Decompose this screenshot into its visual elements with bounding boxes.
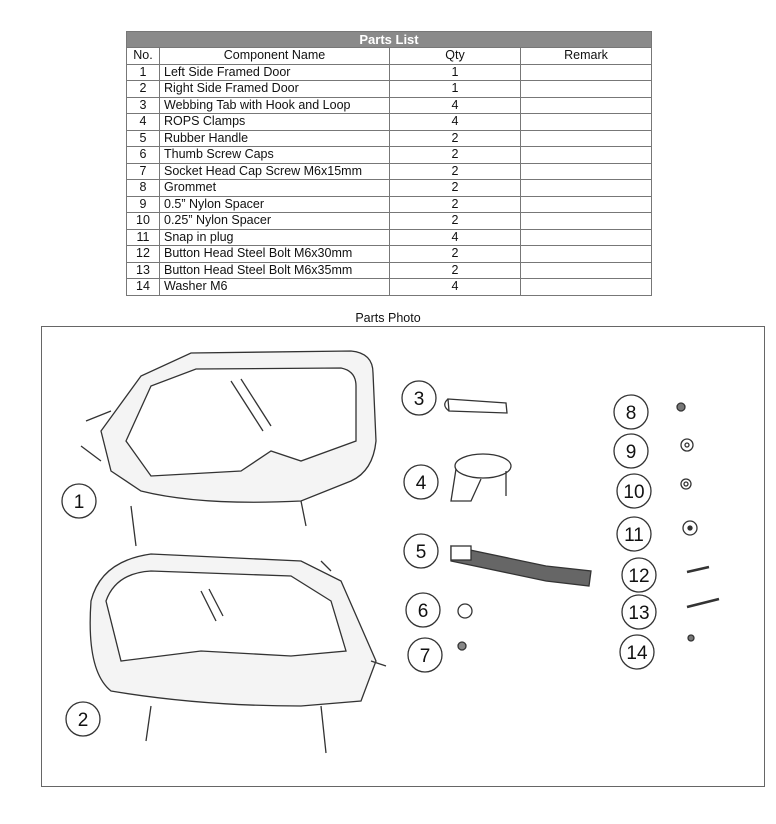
row-component-name: 0.25” Nylon Spacer [160,213,390,230]
row-qty: 2 [390,130,521,147]
rops-clamp-drawing [451,454,511,501]
row-remark [521,213,652,230]
callout-9 [614,434,648,468]
row-component-name: Socket Head Cap Screw M6x15mm [160,163,390,180]
row-remark [521,279,652,296]
callout-8 [614,395,648,429]
row-qty: 2 [390,196,521,213]
table-row [127,130,652,147]
callout-14 [620,635,654,669]
row-component-name: ROPS Clamps [160,114,390,131]
row-no: 14 [127,279,160,296]
header-no: No. [127,48,160,65]
callout-number: 1 [73,492,85,513]
table-row [127,64,652,81]
callout-4 [404,465,438,499]
row-no: 4 [127,114,160,131]
row-no: 13 [127,262,160,279]
callout-12 [622,558,656,592]
row-no: 9 [127,196,160,213]
callout-1 [62,484,96,518]
grommet-drawing [677,403,685,411]
callout-number: 3 [413,389,425,410]
callout-number: 4 [415,473,427,494]
row-qty: 2 [390,246,521,263]
table-row [127,196,652,213]
row-remark [521,229,652,246]
row-no: 8 [127,180,160,197]
header-remark: Remark [521,48,652,65]
row-qty: 2 [390,180,521,197]
parts-list-table [126,31,652,296]
row-component-name: Rubber Handle [160,130,390,147]
row-component-name: Grommet [160,180,390,197]
callout-number: 10 [623,482,645,503]
row-qty: 4 [390,279,521,296]
callout-number: 14 [626,643,648,664]
row-remark [521,97,652,114]
callout-7 [408,638,442,672]
callout-number: 9 [625,442,637,463]
row-remark [521,114,652,131]
row-no: 6 [127,147,160,164]
row-no: 11 [127,229,160,246]
callout-11 [617,517,651,551]
table-row [127,229,652,246]
bolt-30-drawing [687,567,709,572]
table-row [127,163,652,180]
row-component-name: Button Head Steel Bolt M6x30mm [160,246,390,263]
row-remark [521,180,652,197]
row-component-name: Webbing Tab with Hook and Loop [160,97,390,114]
callout-2 [66,702,100,736]
nylon-spacer-05-drawing [681,439,693,451]
parts-list-title: Parts List [127,32,652,48]
row-component-name: Button Head Steel Bolt M6x35mm [160,262,390,279]
row-qty: 2 [390,147,521,164]
callout-number: 11 [624,525,644,546]
row-no: 2 [127,81,160,98]
row-qty: 1 [390,64,521,81]
table-row [127,81,652,98]
rubber-handle-drawing [451,546,591,586]
callout-13 [622,595,656,629]
callout-number: 6 [417,601,429,622]
callout-number: 12 [628,566,650,587]
callout-number: 7 [419,646,431,667]
row-remark [521,130,652,147]
row-component-name: Right Side Framed Door [160,81,390,98]
right-door-drawing [90,554,386,753]
row-qty: 2 [390,213,521,230]
callout-number: 5 [415,542,427,563]
snap-plug-drawing [683,521,697,535]
socket-screw-drawing [458,642,466,650]
callout-6 [406,593,440,627]
row-qty: 2 [390,262,521,279]
row-component-name: Thumb Screw Caps [160,147,390,164]
row-remark [521,147,652,164]
parts-photo [41,326,765,787]
row-no: 10 [127,213,160,230]
row-no: 5 [127,130,160,147]
row-qty: 4 [390,114,521,131]
row-no: 1 [127,64,160,81]
left-door-drawing [81,351,376,546]
callout-number: 8 [625,403,637,424]
row-no: 3 [127,97,160,114]
row-component-name: Snap in plug [160,229,390,246]
row-no: 12 [127,246,160,263]
row-remark [521,196,652,213]
callout-number: 13 [628,603,650,624]
nylon-spacer-025-drawing [681,479,691,489]
table-row [127,246,652,263]
washer-drawing [688,635,694,641]
header-name: Component Name [160,48,390,65]
row-no: 7 [127,163,160,180]
row-remark [521,163,652,180]
callout-3 [402,381,436,415]
row-qty: 1 [390,81,521,98]
row-component-name: Washer M6 [160,279,390,296]
thumb-screw-cap-drawing [458,604,472,618]
table-row [127,262,652,279]
table-row [127,213,652,230]
callout-number: 2 [77,710,89,731]
header-qty: Qty [390,48,521,65]
row-qty: 2 [390,163,521,180]
table-row [127,147,652,164]
row-remark [521,246,652,263]
table-row [127,97,652,114]
webbing-tab-drawing [445,399,507,413]
row-remark [521,262,652,279]
row-qty: 4 [390,229,521,246]
row-qty: 4 [390,97,521,114]
table-row [127,114,652,131]
table-row [127,279,652,296]
callout-10 [617,474,651,508]
row-remark [521,81,652,98]
callout-5 [404,534,438,568]
row-component-name: 0.5” Nylon Spacer [160,196,390,213]
row-remark [521,64,652,81]
row-component-name: Left Side Framed Door [160,64,390,81]
table-row [127,180,652,197]
bolt-35-drawing [687,599,719,607]
parts-photo-title: Parts Photo [355,311,421,325]
header-row [127,48,652,65]
